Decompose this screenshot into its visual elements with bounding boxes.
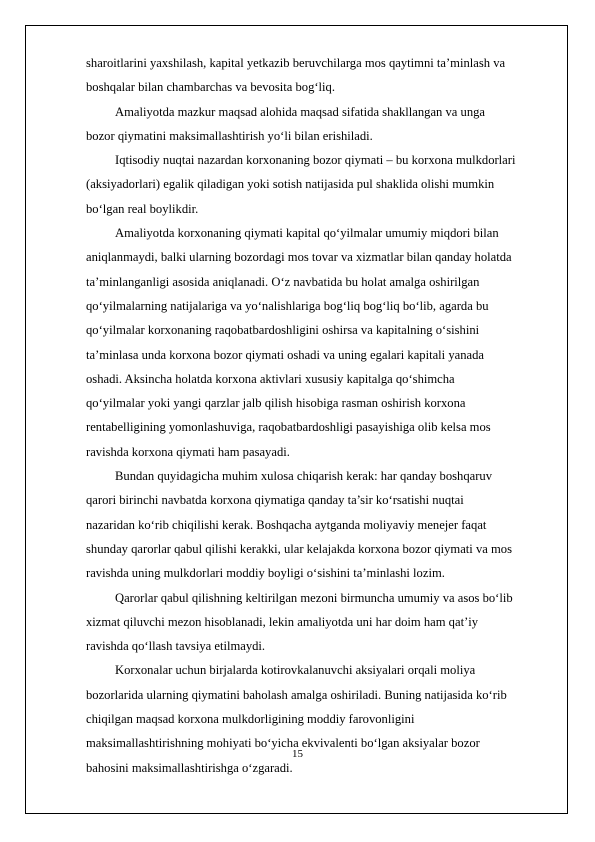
text-line: qo‘yilmalar korxonaning raqobatbardoshligini oshirsa va kapitalning o‘sishini: [86, 323, 480, 338]
text-line: qo‘yilmalarning natijalariga va yo‘nalishlariga bog‘liq bog‘liq bo‘lib, agarda bu: [86, 298, 489, 313]
text-line: bahosini maksimallashtirishga o‘zgaradi.: [86, 760, 293, 775]
text-line: bozor qiymatini maksimallashtirish yo‘li bilan erishiladi.: [86, 128, 373, 143]
page-number: 15: [292, 748, 303, 760]
text-line: ravishda qo‘llash tavsiya etilmaydi.: [86, 639, 266, 654]
text-line: bozorlarida ularning qiymatini baholash amalga oshiriladi. Buning natijasida ko‘rib: [86, 687, 507, 702]
text-line: oshadi. Aksincha holatda korxona aktivlari xususiy kapitalga qo‘shimcha: [86, 371, 455, 386]
text-line: bo‘lgan real boylikdir.: [86, 201, 199, 216]
text-line: chiqilgan maqsad korxona mulkdorligining moddiy farovonligini: [86, 712, 415, 727]
text-line: Iqtisodiy nuqtai nazardan korxonaning bozor qiymati – bu korxona mulkdorlari: [115, 153, 516, 168]
text-line: qarori birinchi navbatda korxona qiymatiga qanday ta’sir ko‘rsatishi nuqtai: [86, 493, 464, 508]
text-line: Amaliyotda mazkur maqsad alohida maqsad sifatida shakllangan va unga: [115, 104, 486, 119]
text-line: ravishda uning mulkdorlari moddiy boyligi o‘sishini ta’minlashi lozim.: [86, 566, 445, 581]
text-line: rentabelligining yomonlashuviga, raqobatbardoshligi pasayishiga olib kelsa mos: [86, 420, 491, 435]
text-line: ta’minlanganligi asosida aniqlanadi. O‘z navbatida bu holat amalga oshirilgan: [86, 274, 480, 289]
text-line: Qarorlar qabul qilishning keltirilgan mezoni birmuncha umumiy va asos bo‘lib: [115, 590, 513, 605]
text-line: maksimallashtirishning mohiyati bo‘yicha ekvivalenti bo‘lgan aksiyalar bozor: [86, 736, 480, 751]
text-line: Bundan quyidagicha muhim xulosa chiqarish kerak: har qanday boshqaruv: [115, 469, 493, 484]
text-line: boshqalar bilan chambarchas va bevosita bog‘liq.: [86, 80, 335, 95]
text-line: aniqlanmaydi, balki ularning bozordagi mos tovar va xizmatlar bilan qanday holatda: [86, 250, 512, 265]
text-line: ta’minlasa unda korxona bozor qiymati oshadi va uning egalari kapitali yanada: [86, 347, 484, 362]
text-line: Korxonalar uchun birjalarda kotirovkalanuvchi aksiyalari orqali moliya: [115, 663, 476, 678]
text-line: xizmat qiluvchi mezon hisoblanadi, lekin amaliyotda uni har doim ham qat’iy: [86, 614, 479, 629]
text-line: (aksiyadorlari) egalik qiladigan yoki sotish natijasida pul shaklida olishi mumkin: [86, 177, 495, 192]
text-line: nazaridan ko‘rib chiqilishi kerak. Boshqacha aytganda moliyaviy menejer faqat: [86, 517, 487, 532]
text-line: qo‘yilmalar yoki yangi qarzlar jalb qilish hisobiga rasman oshirish korxona: [86, 396, 466, 411]
document-body: [86, 51, 562, 780]
text-line: sharoitlarini yaxshilash, kapital yetkazib beruvchilarga mos qaytimni ta’minlash va: [86, 56, 506, 70]
text-line: Amaliyotda korxonaning qiymati kapital qo‘yilmalar umumiy miqdori bilan: [115, 226, 499, 241]
text-line: ravishda korxona qiymati ham pasayadi.: [86, 444, 290, 459]
text-line: shunday qarorlar qabul qilishi kerakki, ular kelajakda korxona bozor qiymati va mos: [86, 541, 512, 556]
